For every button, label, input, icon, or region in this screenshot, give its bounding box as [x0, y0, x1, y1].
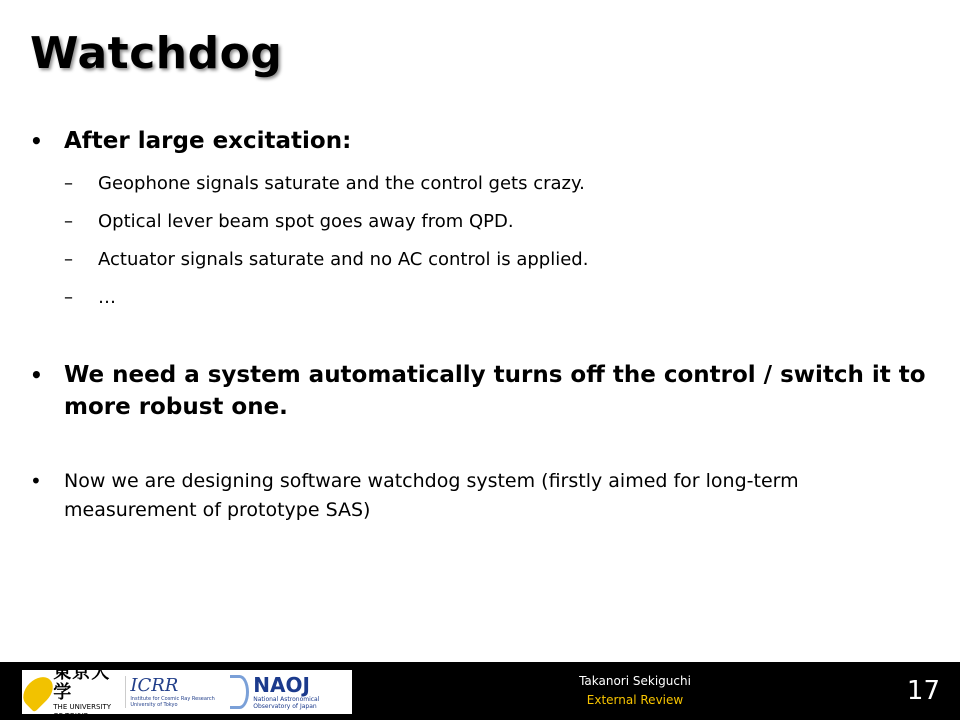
- icrr-logo-text: ICRR: [130, 675, 179, 696]
- sub-item: [30, 203, 930, 241]
- naoj-logo: [253, 674, 348, 710]
- sub-item: [30, 279, 930, 317]
- naoj-logo-subtext: National Astronomical Observatory of Japan: [253, 696, 320, 710]
- slide-content: [30, 125, 930, 525]
- sub-item: [30, 241, 930, 279]
- naoj-logo-text: NAOJ: [253, 673, 310, 697]
- icrr-logo-subtext: Institute for Cosmic Ray Research University of Tokyo: [130, 696, 215, 708]
- utokyo-logo-en: THE UNIVERSITY OF TOKYO: [53, 703, 112, 720]
- bullet-dot: •: [30, 363, 43, 387]
- bullet-dot: •: [30, 469, 42, 493]
- sub-item-text: Geophone signals saturate and the control gets crazy.: [98, 173, 585, 194]
- page-number: 17: [906, 676, 940, 706]
- sub-item-text: Optical lever beam spot goes away from QPD.: [98, 211, 514, 232]
- institution-logos: [22, 662, 352, 720]
- bullet-designing: [30, 467, 930, 525]
- bullet-after-excitation: [30, 125, 930, 157]
- bullet-text: After large excitation:: [64, 128, 352, 154]
- sub-item: [30, 165, 930, 203]
- utokyo-logo-jp: 東京大学: [53, 662, 111, 703]
- dash: –: [64, 211, 73, 232]
- bullet-text: We need a system automatically turns off the control / switch it to more robust one.: [64, 362, 926, 420]
- utokyo-logo: [26, 663, 121, 721]
- slide-title: Watchdog: [30, 28, 283, 79]
- sub-item-text: Actuator signals saturate and no AC control is applied.: [98, 249, 589, 270]
- dash: –: [64, 173, 73, 194]
- icrr-logo: [125, 676, 226, 708]
- bullet-text: Now we are designing software watchdog system (firstly aimed for long-term measurement of prototype SAS): [64, 470, 799, 521]
- event-name: External Review: [586, 693, 684, 707]
- presenter-name: Takanori Sekiguchi: [579, 674, 691, 688]
- presenter-info: [535, 672, 735, 710]
- dash: –: [64, 287, 73, 308]
- slide-footer: [0, 662, 960, 720]
- wave-icon: [230, 675, 249, 709]
- bullet-dot: •: [30, 129, 43, 153]
- sub-list: [30, 165, 930, 317]
- sub-item-text: …: [98, 287, 116, 308]
- dash: –: [64, 249, 73, 270]
- bullet-need-system: [30, 359, 930, 423]
